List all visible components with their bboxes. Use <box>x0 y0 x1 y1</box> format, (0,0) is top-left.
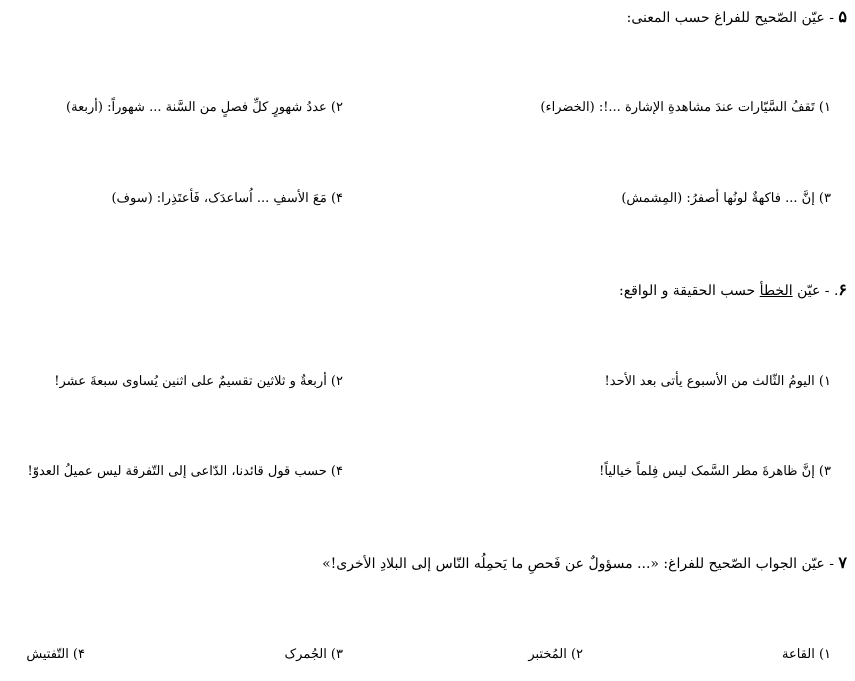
question-6-heading <box>619 281 847 300</box>
question-6-option-4: ۴) حسب قول قائدنا، الدّاعی إلی التّفرقة لیس عمیلُ العدوّ! <box>27 464 343 479</box>
question-7-option-3: ٣) الجُمرک <box>284 647 343 662</box>
question-6-option-1: ١) الیومُ الثّالث من الأسبوع یأتی بعد الأحد! <box>604 374 831 389</box>
question-6-number: ۶ <box>838 280 847 299</box>
question-6-prompt-before: عیّن <box>792 283 821 299</box>
question-6-prompt-underlined: الخطأ <box>759 283 793 299</box>
question-7-number: ٧ <box>838 553 847 572</box>
question-5-option-2: ٢) عددُ شهورٍ کلِّ فصلٍ من السَّنة ... شهوراً: (أربعة) <box>66 100 343 115</box>
question-7-heading <box>322 554 847 573</box>
question-7-option-1: ١) القاعة <box>781 647 831 662</box>
question-7-option-2: ٢) المُختبر <box>528 647 583 662</box>
question-5-option-4: ۴) مَعَ الأسفِ ... اُساعدَک، فَأعتَذِرا: (سوف) <box>111 191 343 206</box>
question-7-prompt: عیّن الجواب الصّحیح للفراغ: «... مسؤولٌ عن فَحصِ ما یَحمِلُه النّاس إلی البلادِ الأخری!» <box>322 556 825 572</box>
question-5-separator: - <box>824 10 839 26</box>
question-7-separator: - <box>824 556 839 572</box>
question-5-number: ۵ <box>838 7 847 26</box>
question-7-option-4: ۴) التّفتیش <box>26 647 85 662</box>
question-6-separator: . - <box>820 283 839 299</box>
question-5-prompt: عیّن الصّحیح للفراغ حسب المعنی: <box>626 10 825 26</box>
question-6-option-3: ٣) إنَّ ظاهرةَ مطر السَّمک لیس فِلماً خیالیاً! <box>599 464 831 479</box>
question-5-option-1: ١) تَقفُ السَّیّارات عندَ مشاهدةِ الإشارة ...!: (الخضراء) <box>540 100 831 115</box>
question-6-option-2: ٢) أربعةٌ و ثلاثین تقسیمٌ علی اثنین یُساوی سبعةَ عشر! <box>54 374 343 389</box>
question-6-prompt-after: حسب الحقیقة و الواقع: <box>618 283 760 299</box>
question-5-option-3: ٣) إنَّ ... فاکهةٌ لونُها أصفرُ: (المِشمش) <box>621 191 831 206</box>
question-5-heading <box>627 8 847 27</box>
